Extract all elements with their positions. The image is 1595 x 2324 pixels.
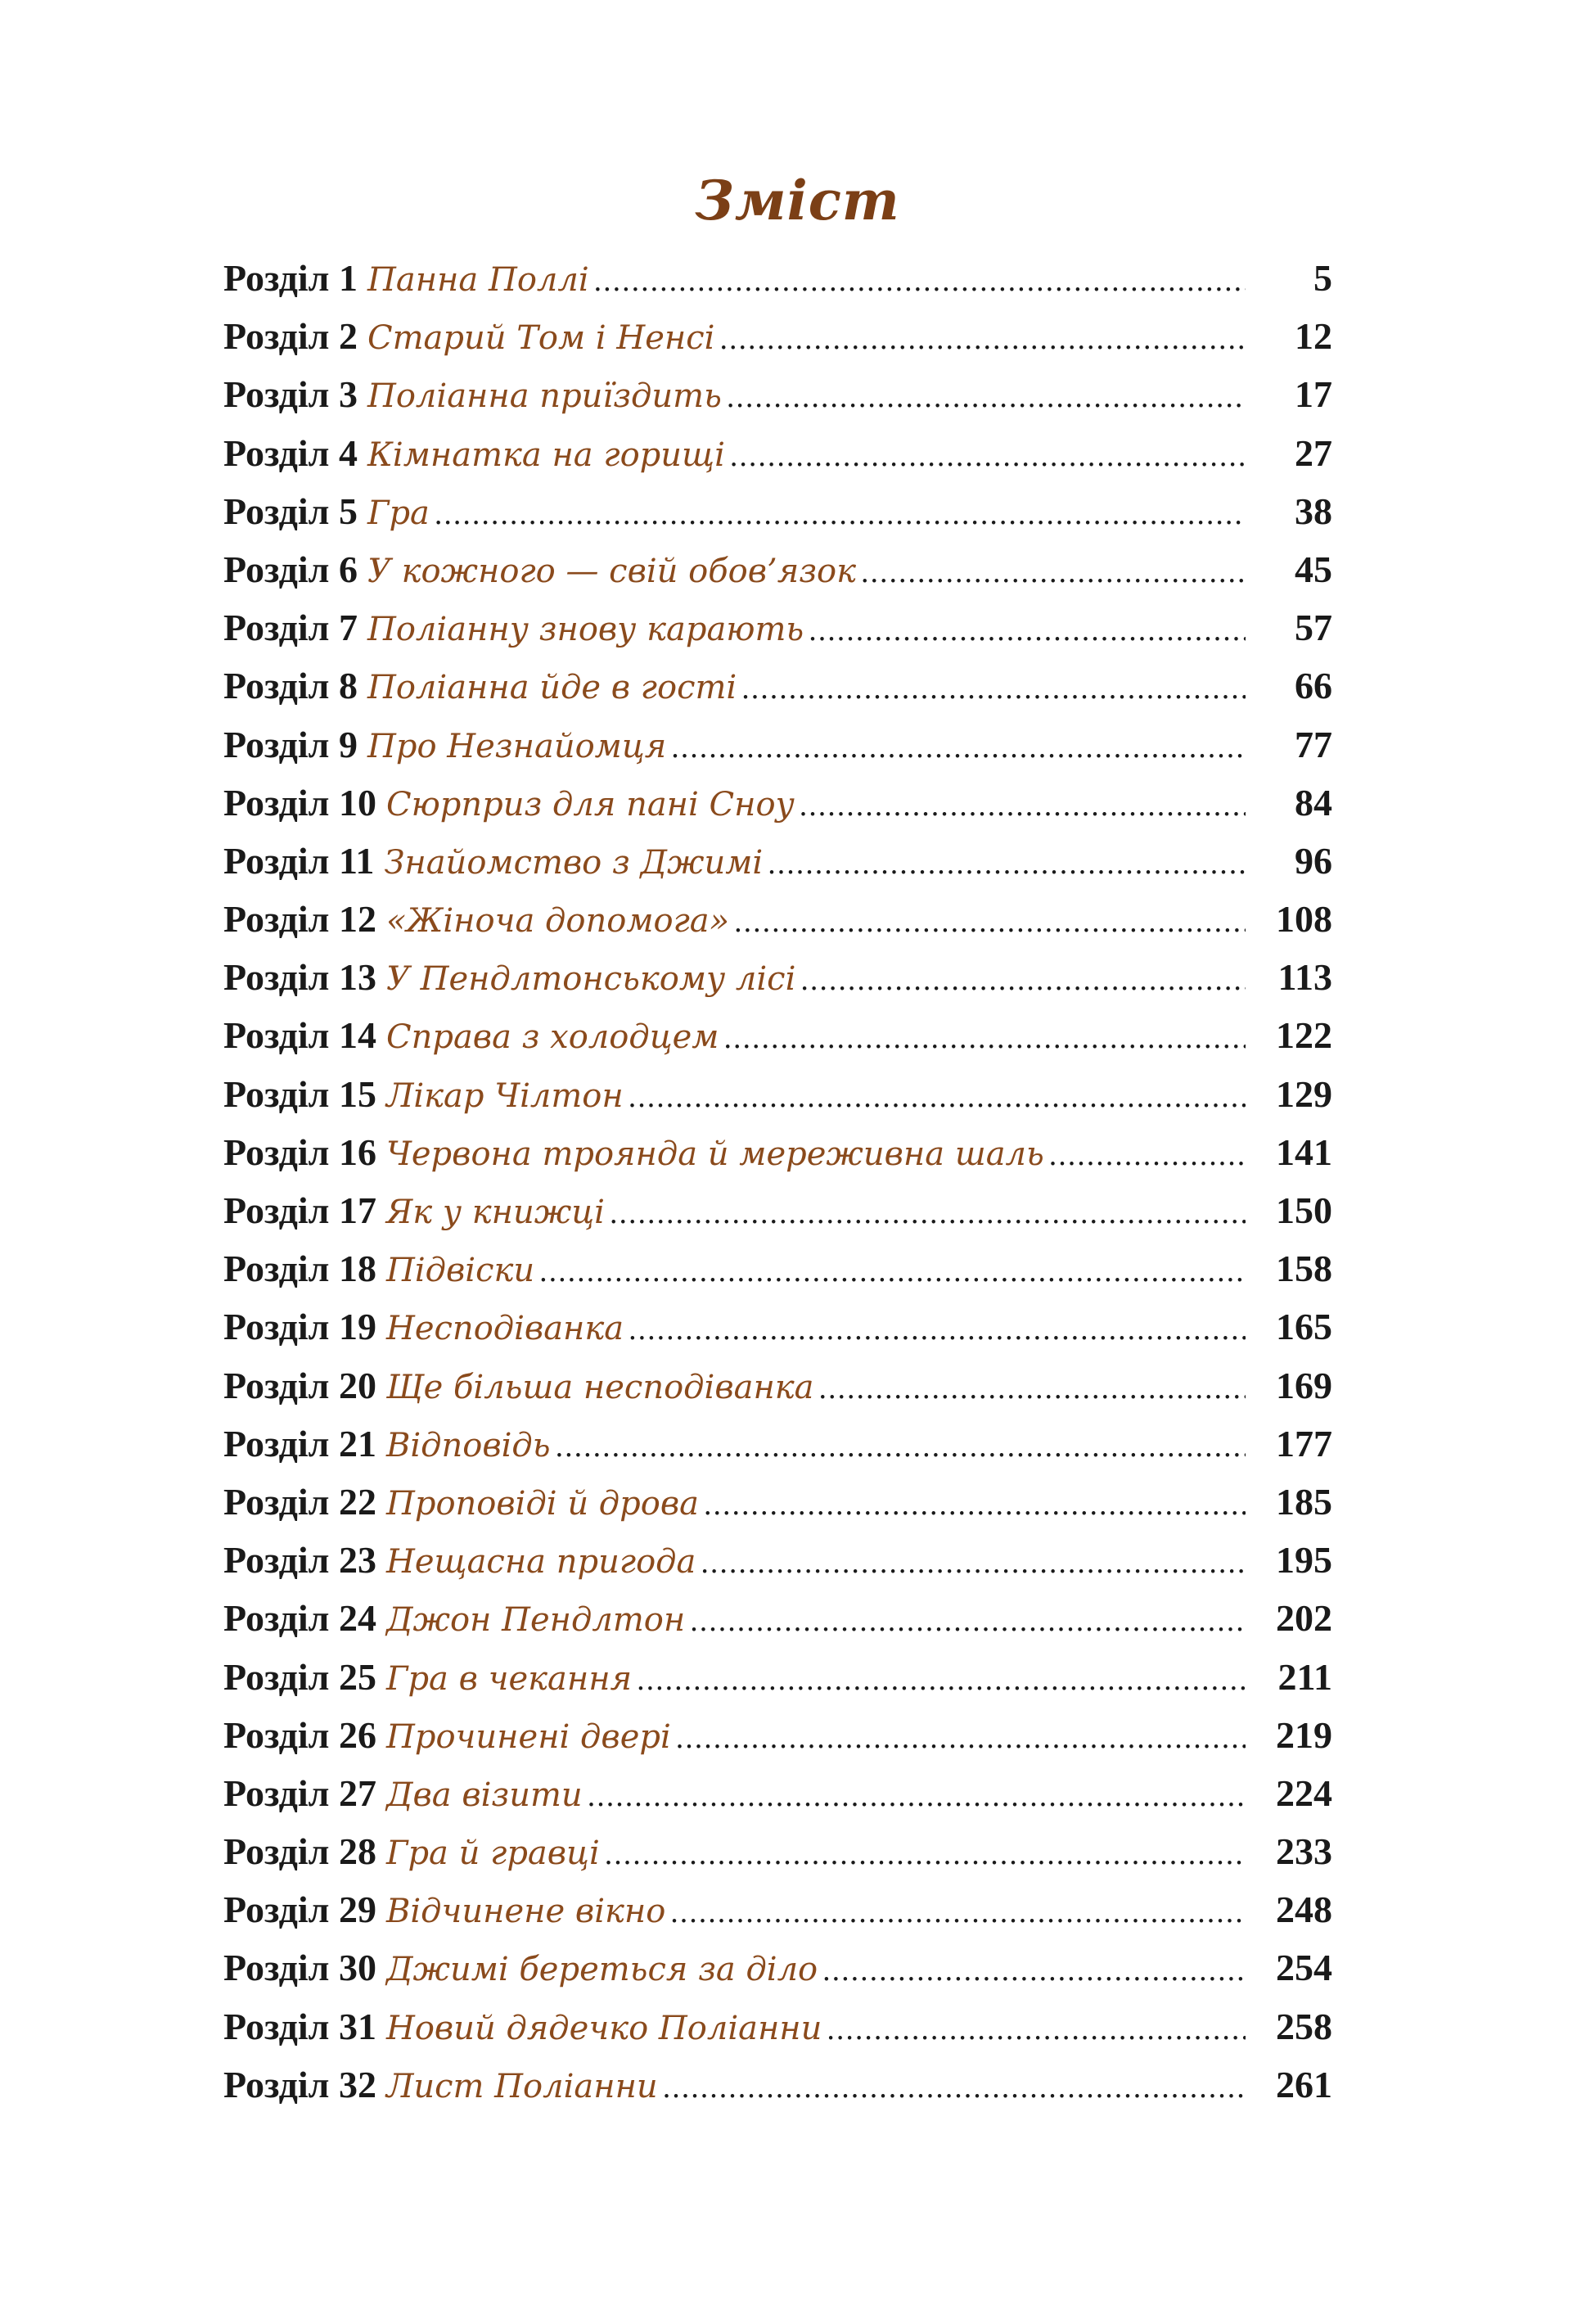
dot-leader: [670, 1894, 1246, 1930]
toc-entry[interactable]: [223, 1130, 1332, 1189]
toc-entry[interactable]: [223, 2063, 1332, 2121]
dot-leader: [588, 1778, 1246, 1814]
page-number: 185: [1276, 1480, 1332, 1523]
page-number: 202: [1276, 1597, 1332, 1640]
toc-entry[interactable]: [223, 1422, 1332, 1480]
dot-leader: [1049, 1137, 1246, 1173]
dot-leader: [594, 263, 1246, 299]
chapter-title: У Пендлтонському лісі: [385, 960, 796, 999]
dot-leader: [671, 729, 1246, 765]
page-number: 169: [1276, 1364, 1332, 1406]
toc-entry[interactable]: [223, 256, 1332, 314]
chapter-label: Розділ 14: [223, 1014, 376, 1057]
dot-leader: [719, 321, 1246, 357]
chapter-title: Підвіски: [385, 1252, 535, 1290]
chapter-title: Панна Поллі: [367, 261, 589, 299]
toc-entry[interactable]: [223, 548, 1332, 606]
dot-leader: [861, 554, 1246, 590]
chapter-label: Розділ 15: [223, 1072, 376, 1115]
chapter-label: Розділ 29: [223, 1889, 376, 1931]
chapter-title: Поліанна йде в гості: [367, 669, 737, 707]
dot-leader: [741, 670, 1246, 706]
page-number: 84: [1295, 781, 1332, 824]
dot-leader: [610, 1195, 1246, 1231]
dot-leader: [734, 904, 1246, 940]
chapter-label: Розділ 17: [223, 1189, 376, 1231]
chapter-label: Розділ 7: [223, 607, 358, 649]
dot-leader: [727, 379, 1246, 415]
chapter-title: Нещасна пригода: [385, 1543, 696, 1582]
chapter-label: Розділ 8: [223, 665, 358, 707]
page-number: 177: [1276, 1422, 1332, 1464]
chapter-title: Гра в чекання: [385, 1659, 633, 1698]
chapter-title: Знайомство з Джимі: [384, 843, 764, 882]
toc-entry[interactable]: [223, 1189, 1332, 1247]
chapter-title: Відчинене вікно: [385, 1893, 666, 1931]
chapter-label: Розділ 10: [223, 781, 376, 824]
dot-leader: [800, 787, 1246, 824]
page-number: 27: [1295, 431, 1332, 474]
chapter-label: Розділ 26: [223, 1713, 376, 1756]
chapter-label: Розділ 19: [223, 1306, 376, 1348]
chapter-title: «Жіноча допомога»: [385, 902, 730, 941]
page-number: 57: [1295, 607, 1332, 649]
toc-entry[interactable]: [223, 897, 1332, 955]
chapter-title: Справа з холодцем: [385, 1018, 719, 1057]
dot-leader: [676, 1720, 1246, 1756]
chapter-title: Кімнатка на горищі: [367, 435, 725, 474]
page-number: 165: [1276, 1306, 1332, 1348]
toc-entry[interactable]: [223, 955, 1332, 1013]
chapter-title: Джимі береться за діло: [385, 1951, 818, 1989]
chapter-label: Розділ 9: [223, 723, 358, 765]
chapter-title: Прочинені двері: [385, 1717, 671, 1756]
chapter-title: Поліанну знову карають: [367, 611, 804, 649]
toc-entry[interactable]: [223, 1655, 1332, 1713]
dot-leader: [629, 1079, 1246, 1115]
chapter-label: Розділ 12: [223, 898, 376, 941]
toc-entry[interactable]: [223, 490, 1332, 548]
chapter-label: Розділ 21: [223, 1422, 376, 1464]
toc-entry[interactable]: [223, 1013, 1332, 1072]
chapter-label: Розділ 27: [223, 1771, 376, 1814]
toc-entry[interactable]: [223, 1364, 1332, 1422]
chapter-label: Розділ 32: [223, 2063, 376, 2105]
page-number: 12: [1295, 315, 1332, 358]
page-number: 5: [1313, 257, 1332, 299]
toc-entry[interactable]: [223, 839, 1332, 897]
page-number: 261: [1276, 2063, 1332, 2105]
chapter-label: Розділ 28: [223, 1830, 376, 1873]
dot-leader: [556, 1428, 1246, 1464]
toc-entry[interactable]: [223, 1771, 1332, 1830]
chapter-title: Відповідь: [385, 1426, 551, 1464]
chapter-title: Гра: [367, 494, 430, 532]
chapter-title: Два візити: [385, 1776, 583, 1814]
page-number: 150: [1276, 1189, 1332, 1231]
table-of-contents: [223, 256, 1332, 2121]
dot-leader: [730, 438, 1246, 474]
chapter-label: Розділ 3: [223, 373, 358, 416]
toc-entry[interactable]: [223, 1247, 1332, 1305]
chapter-label: Розділ 22: [223, 1480, 376, 1523]
page-number: 141: [1276, 1130, 1332, 1173]
chapter-label: Розділ 16: [223, 1130, 376, 1173]
page-number: 66: [1295, 665, 1332, 707]
page-number: 122: [1276, 1014, 1332, 1057]
toc-entry[interactable]: [223, 606, 1332, 664]
page-number: 158: [1276, 1248, 1332, 1290]
chapter-title: Ще більша несподіванка: [385, 1368, 814, 1406]
dot-leader: [800, 962, 1246, 998]
chapter-label: Розділ 30: [223, 1947, 376, 1989]
dot-leader: [629, 1311, 1246, 1347]
chapter-title: Поліанна приїздить: [367, 377, 722, 416]
chapter-label: Розділ 13: [223, 956, 376, 999]
toc-entry[interactable]: [223, 664, 1332, 722]
dot-leader: [827, 2011, 1246, 2047]
page-number: 195: [1276, 1539, 1332, 1582]
chapter-label: Розділ 4: [223, 431, 358, 474]
page-number: 258: [1276, 2005, 1332, 2047]
chapter-title: У кожного — свій обов’язок: [367, 552, 856, 590]
dot-leader: [809, 612, 1246, 648]
chapter-label: Розділ 1: [223, 257, 358, 299]
dot-leader: [637, 1662, 1246, 1698]
chapter-label: Розділ 6: [223, 548, 358, 590]
page-number: 96: [1295, 839, 1332, 882]
chapter-title: Лікар Чілтон: [385, 1076, 624, 1115]
chapter-label: Розділ 25: [223, 1655, 376, 1698]
toc-entry[interactable]: [223, 1713, 1332, 1771]
page-number: 77: [1295, 723, 1332, 765]
page-number: 17: [1295, 373, 1332, 416]
toc-entry[interactable]: [223, 314, 1332, 372]
dot-leader: [435, 496, 1246, 532]
toc-entry[interactable]: [223, 1946, 1332, 2004]
toc-entry[interactable]: [223, 1830, 1332, 1888]
chapter-label: Розділ 18: [223, 1248, 376, 1290]
chapter-label: Розділ 31: [223, 2005, 376, 2047]
toc-entry[interactable]: [223, 1305, 1332, 1363]
toc-entry[interactable]: [223, 1072, 1332, 1130]
toc-entry[interactable]: [223, 1596, 1332, 1654]
chapter-title: Проповіді й дрова: [385, 1484, 699, 1523]
dot-leader: [822, 1952, 1246, 1988]
dot-leader: [605, 1836, 1246, 1872]
chapter-title: Гра й гравці: [385, 1834, 600, 1873]
toc-entry[interactable]: [223, 372, 1332, 431]
dot-leader: [690, 1603, 1246, 1639]
chapter-label: Розділ 23: [223, 1539, 376, 1582]
chapter-label: Розділ 5: [223, 490, 358, 532]
dot-leader: [704, 1487, 1246, 1523]
page-number: 211: [1277, 1655, 1332, 1698]
page-number: 45: [1295, 548, 1332, 590]
toc-entry[interactable]: [223, 781, 1332, 839]
page-number: 248: [1276, 1889, 1332, 1931]
toc-entry[interactable]: [223, 1480, 1332, 1538]
dot-leader: [768, 846, 1246, 882]
dot-leader: [663, 2069, 1246, 2105]
page-number: 233: [1276, 1830, 1332, 1873]
chapter-title: Джон Пендлтон: [385, 1601, 686, 1640]
page-number: 219: [1276, 1713, 1332, 1756]
page-number: 224: [1276, 1771, 1332, 1814]
dot-leader: [539, 1253, 1246, 1289]
page-number: 38: [1295, 490, 1332, 532]
toc-entry[interactable]: [223, 1888, 1332, 1946]
dot-leader: [723, 1020, 1246, 1056]
toc-entry[interactable]: [223, 723, 1332, 781]
chapter-title: Про Незнайомця: [367, 727, 667, 765]
chapter-title: Лист Поліанни: [385, 2067, 658, 2105]
toc-entry[interactable]: [223, 431, 1332, 490]
chapter-title: Червона троянда й мереживна шаль: [385, 1135, 1044, 1173]
page-number: 254: [1276, 1947, 1332, 1989]
chapter-label: Розділ 24: [223, 1597, 376, 1640]
chapter-title: Несподіванка: [385, 1310, 624, 1348]
chapter-title: Новий дядечко Поліанни: [385, 2009, 822, 2047]
toc-entry[interactable]: [223, 1538, 1332, 1596]
page-title: Зміст: [695, 169, 900, 232]
dot-leader: [701, 1545, 1246, 1581]
chapter-title: Як у книжці: [385, 1194, 605, 1231]
dot-leader: [819, 1370, 1246, 1406]
page-number: 113: [1277, 956, 1332, 999]
chapter-label: Розділ 11: [223, 839, 375, 882]
chapter-label: Розділ 2: [223, 315, 358, 358]
chapter-title: Сюрприз для пані Сноу: [385, 785, 795, 824]
page-number: 108: [1276, 898, 1332, 941]
page-number: 129: [1276, 1072, 1332, 1115]
chapter-title: Старий Том і Ненсі: [367, 319, 715, 358]
chapter-label: Розділ 20: [223, 1364, 376, 1406]
toc-entry[interactable]: [223, 2005, 1332, 2063]
